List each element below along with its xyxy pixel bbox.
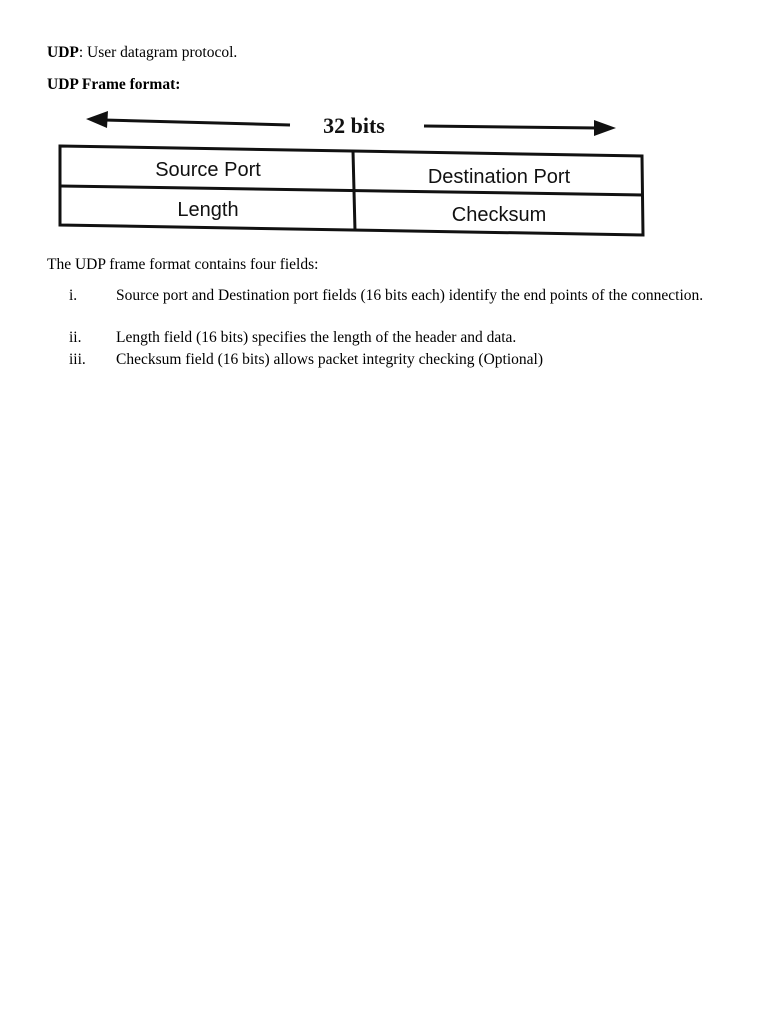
list-marker: iii. — [69, 351, 86, 368]
field-destination-port: Destination Port — [427, 166, 571, 188]
width-label: 32 bits — [323, 113, 385, 138]
width-arrow-right-head — [594, 120, 616, 136]
list-marker: i. — [69, 287, 78, 304]
term-udp: UDP — [47, 44, 79, 61]
field-length: Length — [177, 199, 239, 221]
definition-text: : User datagram protocol. — [78, 44, 238, 61]
list-item-text: Length field (16 bits) specifies the length of the header and data. — [116, 329, 517, 346]
list-item-text: Checksum field (16 bits) allows packet integrity checking (Optional) — [116, 351, 543, 368]
list-marker: ii. — [69, 329, 82, 346]
definition-line — [47, 44, 237, 62]
width-arrow-right-line — [424, 126, 598, 128]
field-checksum: Checksum — [451, 204, 547, 226]
udp-frame-diagram — [46, 104, 650, 240]
section-heading: UDP Frame format: — [47, 76, 181, 93]
fields-intro: The UDP frame format contains four fields: — [47, 256, 319, 273]
udp-frame-svg — [46, 104, 650, 240]
width-arrow-left-line — [104, 120, 290, 125]
frame-column-divider — [353, 151, 355, 231]
field-source-port: Source Port — [155, 159, 261, 181]
list-item-text: Source port and Destination port fields (16 bits each) identify the end points of the connection. — [116, 287, 704, 304]
width-arrow-left-head — [86, 111, 108, 128]
